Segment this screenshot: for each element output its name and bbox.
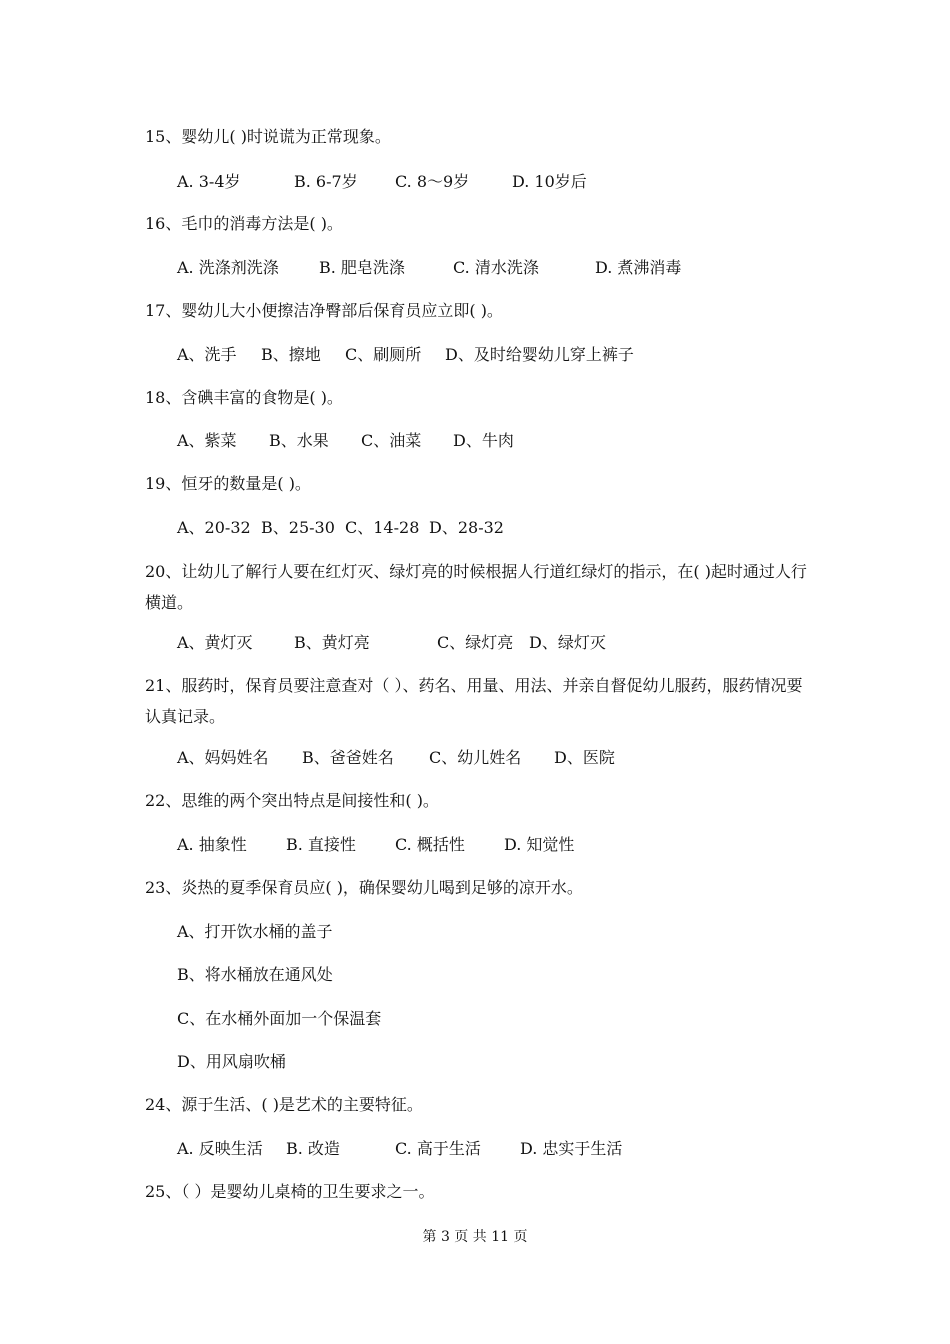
option-d: D、牛肉 bbox=[453, 431, 514, 450]
option-b: B、将水桶放在通风处 bbox=[177, 965, 333, 984]
option-c: C、在水桶外面加一个保温套 bbox=[177, 1009, 382, 1028]
option-c: C、幼儿姓名 bbox=[429, 748, 522, 767]
page-number: 第 3 页 共 11 页 bbox=[422, 1229, 528, 1245]
option-b: B. 直接性 bbox=[286, 835, 356, 854]
option-c: C、油菜 bbox=[361, 431, 422, 450]
option-d: D. 10岁后 bbox=[512, 172, 587, 191]
option-b: B、黄灯亮 bbox=[294, 633, 370, 652]
option-a: A、打开饮水桶的盖子 bbox=[177, 922, 333, 941]
question-19-stem: 19、恒牙的数量是( )。 bbox=[145, 474, 311, 493]
page-footer bbox=[0, 1228, 950, 1246]
option-c: C、绿灯亮 bbox=[437, 633, 514, 652]
option-d: D、用风扇吹桶 bbox=[177, 1052, 286, 1071]
option-b: B. 6-7岁 bbox=[294, 172, 358, 191]
option-c: C. 8～9岁 bbox=[395, 172, 470, 191]
option-c: C. 概括性 bbox=[395, 835, 465, 854]
question-22-stem: 22、思维的两个突出特点是间接性和( )。 bbox=[145, 791, 439, 810]
option-d: D、及时给婴幼儿穿上裤子 bbox=[445, 345, 634, 364]
question-24-stem: 24、源于生活、( )是艺术的主要特征。 bbox=[145, 1095, 423, 1114]
option-a: A. 3-4岁 bbox=[177, 172, 241, 191]
option-a: A、黄灯灭 bbox=[177, 633, 253, 652]
option-b: B、25-30 bbox=[261, 518, 335, 537]
option-d: D、医院 bbox=[554, 748, 615, 767]
option-c: C、刷厕所 bbox=[345, 345, 422, 364]
option-c: C. 高于生活 bbox=[395, 1139, 481, 1158]
option-b: B. 肥皂洗涤 bbox=[319, 258, 405, 277]
question-16-stem: 16、毛巾的消毒方法是( )。 bbox=[145, 214, 343, 233]
question-20-stem: 20、让幼儿了解行人要在红灯灭、绿灯亮的时候根据人行道红绿灯的指示，在( )起时通过人行横道。 bbox=[145, 562, 807, 612]
option-c: C. 清水洗涤 bbox=[453, 258, 539, 277]
question-17-stem: 17、婴幼儿大小便擦洁净臀部后保育员应立即( )。 bbox=[145, 301, 503, 320]
option-c: C、14-28 bbox=[345, 518, 420, 537]
question-18-stem: 18、含碘丰富的食物是( )。 bbox=[145, 388, 343, 407]
option-b: B. 改造 bbox=[286, 1139, 340, 1158]
option-b: B、水果 bbox=[269, 431, 329, 450]
option-d: D、绿灯灭 bbox=[529, 633, 606, 652]
option-d: D. 忠实于生活 bbox=[520, 1139, 623, 1158]
question-23-stem: 23、炎热的夏季保育员应( )，确保婴幼儿喝到足够的凉开水。 bbox=[145, 878, 583, 897]
option-b: B、擦地 bbox=[261, 345, 321, 364]
question-25-stem: 25、（ ）是婴幼儿桌椅的卫生要求之一。 bbox=[145, 1182, 435, 1201]
question-15-stem: 15、婴幼儿( )时说谎为正常现象。 bbox=[145, 127, 391, 146]
option-a: A、20-32 bbox=[177, 518, 251, 537]
question-21-stem: 21、服药时，保育员要注意查对（ ）、药名、用量、用法、并亲自督促幼儿服药，服药情况要认真记录。 bbox=[145, 676, 803, 726]
option-d: D. 煮沸消毒 bbox=[595, 258, 682, 277]
option-d: D. 知觉性 bbox=[504, 835, 575, 854]
option-a: A. 抽象性 bbox=[177, 835, 247, 854]
option-a: A. 洗涤剂洗涤 bbox=[177, 258, 279, 277]
option-d: D、28-32 bbox=[429, 518, 504, 537]
option-a: A、妈妈姓名 bbox=[177, 748, 269, 767]
option-a: A. 反映生活 bbox=[177, 1139, 263, 1158]
option-a: A、紫菜 bbox=[177, 431, 237, 450]
option-a: A、洗手 bbox=[177, 345, 237, 364]
option-b: B、爸爸姓名 bbox=[302, 748, 394, 767]
